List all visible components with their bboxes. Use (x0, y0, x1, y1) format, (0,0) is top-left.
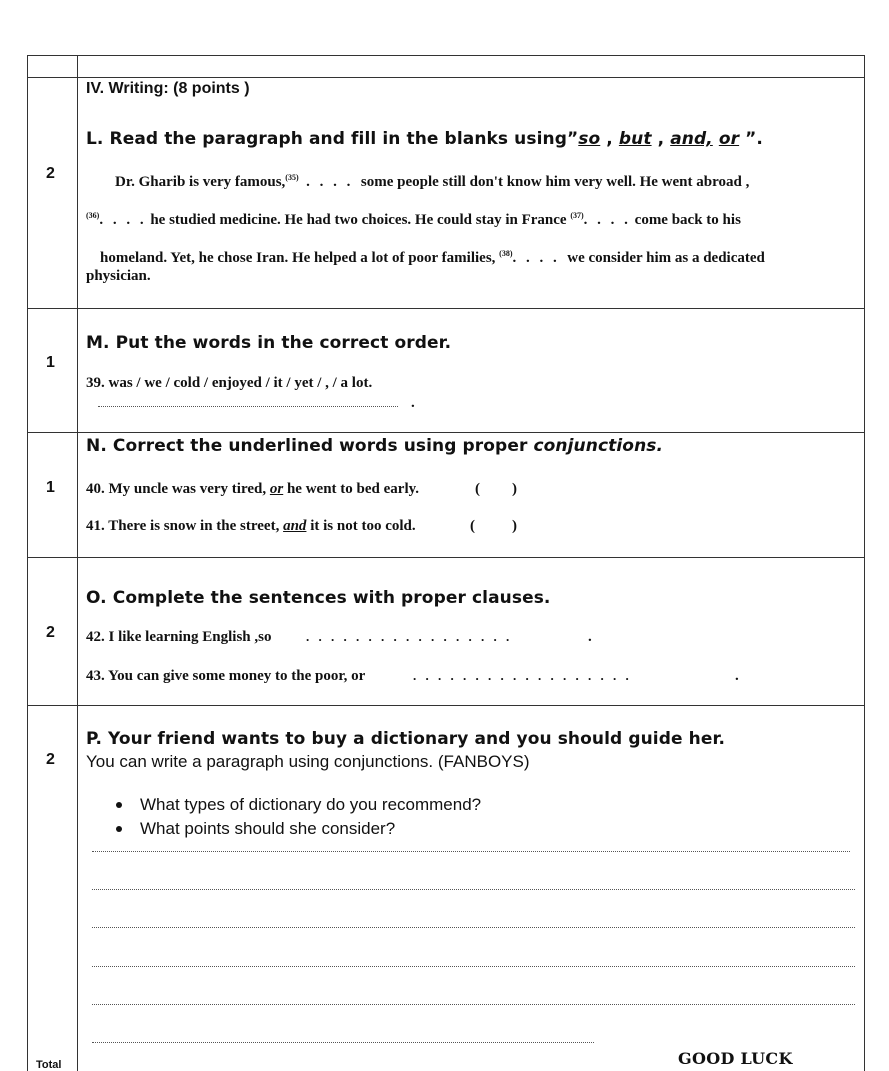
writing-line[interactable] (92, 851, 850, 852)
writing-line[interactable] (92, 1004, 855, 1005)
blank-36: . . . . (99, 212, 147, 228)
part-m-score: 1 (46, 354, 55, 371)
section-title: IV. Writing: (8 points ) (86, 80, 250, 97)
blank-38: . . . . (512, 250, 560, 266)
paragraph-line-2: $^{(36)}$. . . . he studied medicine. He had two choices. He could stay in France $^{(37)}$. . . . come back to his (86, 211, 741, 228)
row-divider (27, 308, 865, 309)
question-40: 40. My uncle was very tired, or he went to bed early. (86, 481, 420, 497)
part-n-score: 1 (46, 479, 55, 496)
part-p-score: 2 (46, 751, 55, 768)
exam-table (27, 55, 865, 1071)
row-divider (27, 77, 865, 78)
good-luck-text: GOOD LUCK (678, 1049, 793, 1068)
row-divider (27, 705, 865, 706)
answer-line-43[interactable]: . . . . . . . . . . . . . . . . . . (413, 668, 632, 683)
question-41: 41. There is snow in the street, and it is not too cold. (86, 518, 416, 534)
part-n-heading: N. Correct the underlined words using proper conjunctions. (86, 436, 664, 456)
question-39: 39. was / we / cold / enjoyed / it / yet / , / a lot. (86, 375, 373, 391)
part-p-subheading: You can write a paragraph using conjunctions. (FANBOYS) (86, 752, 530, 771)
answer-40-close: ) (512, 481, 517, 497)
paragraph-line-4: physician. (86, 268, 151, 284)
bullet-item: What types of dictionary do you recommend? (140, 795, 482, 814)
part-l-score: 2 (46, 165, 55, 182)
answer-41-open: ( (470, 518, 475, 534)
part-l-heading: L. Read the paragraph and fill in the blanks using”so , but , and, or ”. (86, 129, 763, 149)
writing-line[interactable] (92, 927, 855, 928)
bullet-item: What points should she consider? (140, 819, 396, 838)
question-42: 42. I like learning English ,so (86, 629, 272, 645)
answer-39-period: . (411, 395, 415, 411)
answer-41-close: ) (512, 518, 517, 534)
bullet-icon (116, 802, 122, 808)
total-label: Total (36, 1059, 62, 1071)
bullet-icon (116, 826, 122, 832)
writing-line[interactable] (92, 1042, 594, 1043)
blank-37: . . . . (583, 212, 631, 228)
writing-line[interactable] (92, 889, 855, 890)
part-o-score: 2 (46, 624, 55, 641)
writing-line[interactable] (92, 966, 855, 967)
blank-35: . . . . (306, 174, 354, 190)
answer-43-period: . (735, 668, 739, 684)
paragraph-line-1: Dr. Gharib is very famous,$^{(35)}$ . . . . some people still don't know him very well. He went abroad , (115, 173, 750, 190)
answer-line-42[interactable]: . . . . . . . . . . . . . . . . . (306, 629, 513, 644)
row-divider (27, 557, 865, 558)
paragraph-line-3: homeland. Yet, he chose Iran. He helped a lot of poor families, $^{(38)}$. . . . we consider him as a dedicated (100, 249, 765, 266)
part-p-heading: P. Your friend wants to buy a dictionary and you should guide her. (86, 729, 726, 749)
answer-40-open: ( (475, 481, 480, 497)
row-divider (27, 432, 865, 433)
question-43: 43. You can give some money to the poor, or (86, 668, 366, 684)
score-column-divider (77, 55, 78, 1071)
answer-line-39[interactable] (98, 406, 398, 407)
part-o-heading: O. Complete the sentences with proper clauses. (86, 588, 551, 608)
answer-42-period: . (588, 629, 592, 645)
part-m-heading: M. Put the words in the correct order. (86, 333, 452, 353)
